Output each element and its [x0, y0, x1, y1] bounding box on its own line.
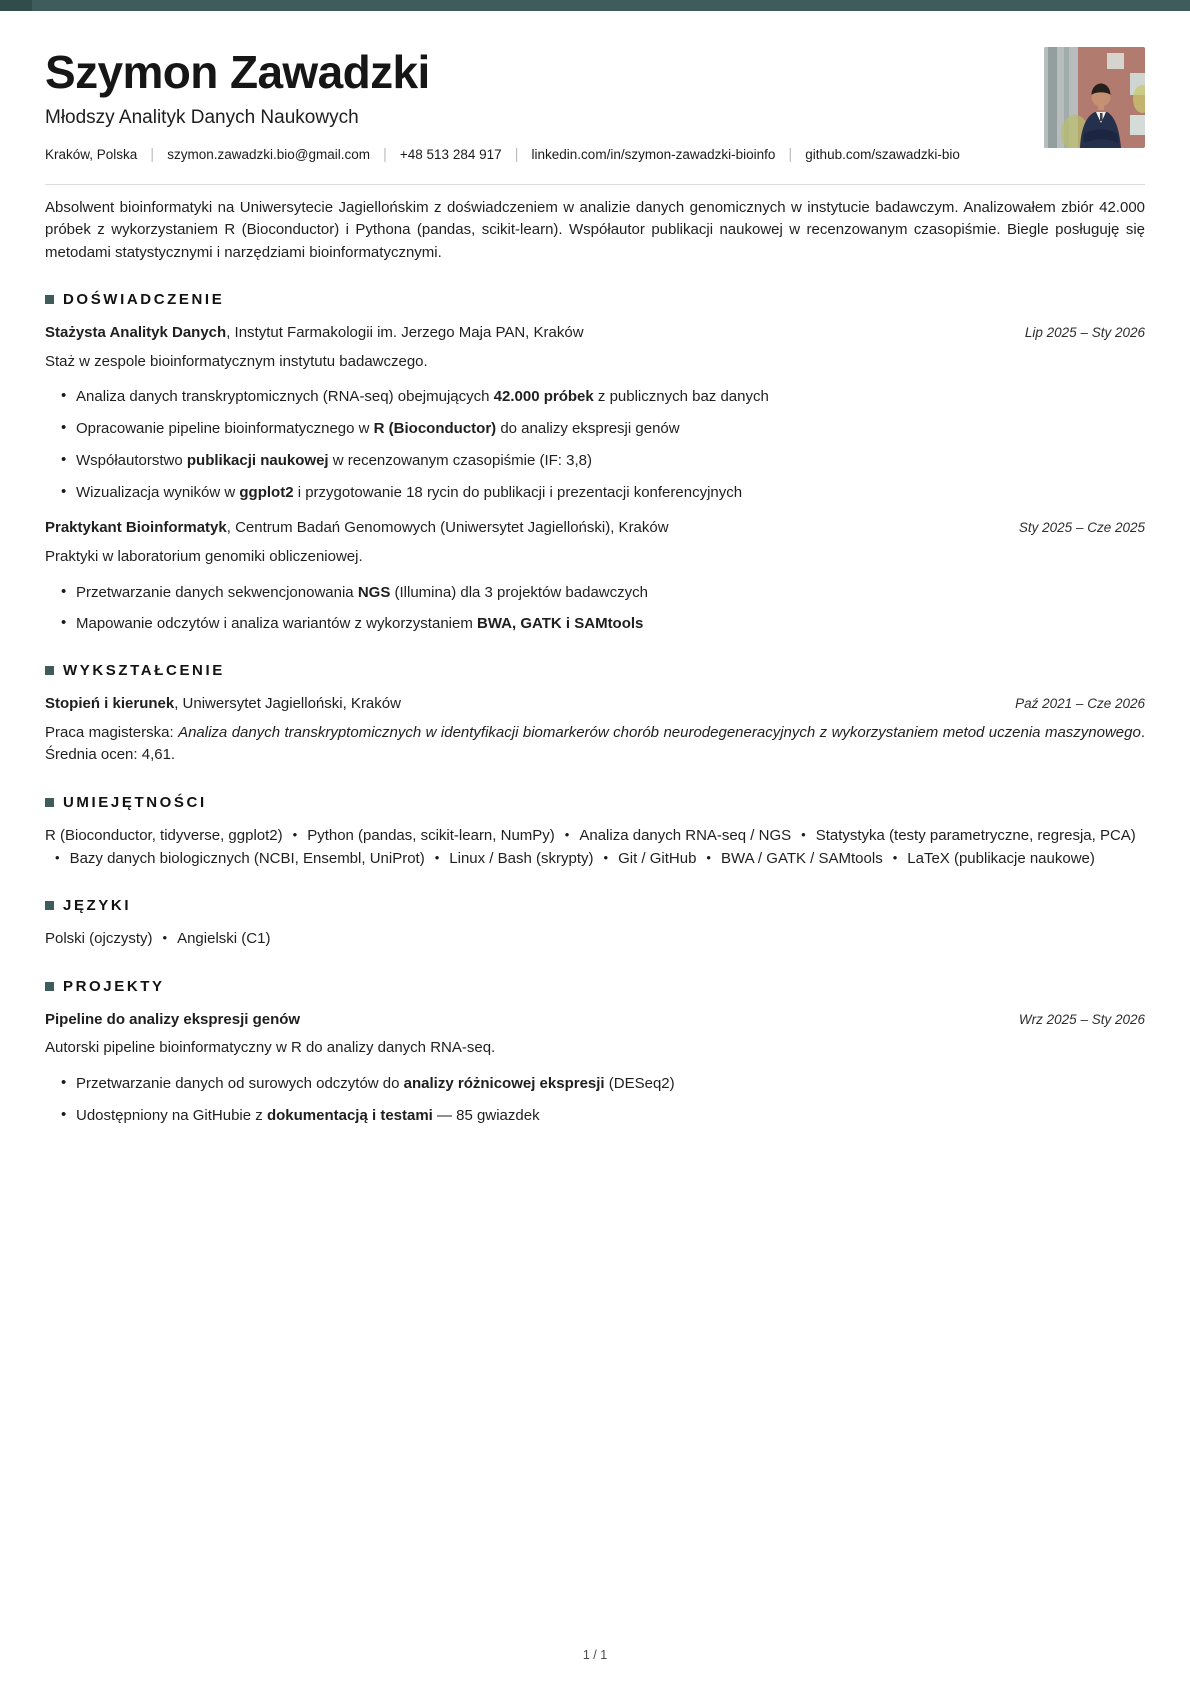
- entry-title: [45, 322, 584, 344]
- bullet-item: [76, 450, 1145, 472]
- list-separator-dot: •: [55, 850, 60, 866]
- text-run: Staż w zespole bioinformatycznym instytutu badawczego.: [45, 352, 428, 370]
- profile-photo: [1044, 47, 1145, 148]
- section-experience: [45, 291, 1145, 635]
- languages-item: Angielski (C1): [177, 930, 271, 948]
- section-header: [45, 978, 1145, 995]
- list-separator-dot: •: [564, 826, 570, 842]
- sections-container: [45, 291, 1145, 1126]
- section-skills: [45, 794, 1145, 871]
- text-run: Współautorstwo: [76, 451, 187, 469]
- page-number: 1 / 1: [582, 1648, 608, 1662]
- bullet-item: [76, 582, 1145, 604]
- text-run: Wizualizacja wyników w: [76, 483, 240, 501]
- languages-list: [45, 927, 1145, 950]
- text-run: (Illumina) dla 3 projektów badawczych: [390, 583, 648, 601]
- entry-title: [45, 693, 401, 715]
- section-title: WYKSZTAŁCENIE: [63, 662, 225, 680]
- bullet-list: [45, 1073, 1145, 1127]
- entry-dates: Paź 2021 – Cze 2026: [1015, 696, 1145, 712]
- entry-dates: Wrz 2025 – Sty 2026: [1018, 1011, 1145, 1027]
- bullet-list: [45, 582, 1145, 636]
- section-header: [45, 794, 1145, 811]
- entry-subtitle: [45, 546, 1145, 569]
- text-run: Przetwarzanie danych sekwencjonowania: [76, 583, 358, 601]
- entry-dates: Sty 2025 – Cze 2025: [1018, 520, 1145, 536]
- section-title: PROJEKTY: [63, 977, 165, 995]
- list-separator-dot: •: [292, 826, 298, 842]
- text-run-bold: NGS: [357, 583, 391, 601]
- text-run-italic: Analiza danych transkryptomicznych w identyfikacji biomarkerów chorób neurodegeneracyjnych z wykorzystaniem metod uczenia maszynowego: [178, 723, 1141, 741]
- entry-heading-row: [45, 693, 1145, 715]
- entry-subtitle: [45, 1037, 1145, 1060]
- section-header: [45, 291, 1145, 308]
- section-marker-icon: [45, 666, 54, 675]
- skills-item: Linux / Bash (skrypty): [449, 850, 594, 868]
- skills-item: Statystyka (testy parametryczne, regresja, PCA): [815, 826, 1136, 844]
- contact-location: Kraków, Polska: [45, 146, 138, 162]
- list-separator-dot: •: [892, 850, 898, 866]
- list-separator-dot: •: [706, 850, 711, 866]
- text-run-bold: Stopień i kierunek: [45, 695, 175, 713]
- contact-separator: |: [150, 145, 155, 163]
- header-divider: [45, 184, 1145, 185]
- section-title: JĘZYKI: [63, 897, 132, 915]
- section-marker-icon: [45, 982, 54, 991]
- skills-item: Bazy danych biologicznych (NCBI, Ensembl, UniProt): [69, 850, 425, 868]
- text-run: Praca magisterska:: [45, 723, 179, 741]
- entry-subtitle: [45, 722, 1145, 767]
- entry-title: [45, 1009, 300, 1031]
- section-education: [45, 662, 1145, 767]
- contact-phone: +48 513 284 917: [399, 146, 502, 162]
- profile-photo-illustration: [1044, 47, 1145, 148]
- header-text-block: [45, 11, 960, 163]
- entry-title: [45, 517, 669, 539]
- entry-heading-row: [45, 322, 1145, 344]
- resume-content: [0, 11, 1190, 1126]
- contact-github[interactable]: github.com/szawadzki-bio: [805, 146, 960, 162]
- section-projects: [45, 978, 1145, 1127]
- text-run-bold: publikacji naukowej: [186, 451, 329, 469]
- contact-email[interactable]: szymon.zawadzki.bio@gmail.com: [167, 146, 370, 162]
- contact-separator: |: [382, 145, 387, 163]
- text-run: w recenzowanym czasopiśmie (IF: 3,8): [328, 451, 592, 469]
- text-run: , Uniwersytet Jagielloński, Kraków: [174, 695, 401, 713]
- contact-row: [45, 146, 960, 163]
- top-accent-bar: [0, 0, 1190, 11]
- text-run: (DESeq2): [604, 1074, 675, 1092]
- section-title: DOŚWIADCZENIE: [63, 291, 225, 309]
- contact-linkedin[interactable]: linkedin.com/in/szymon-zawadzki-bioinfo: [531, 146, 776, 162]
- contact-separator: |: [514, 145, 519, 163]
- text-run: — 85 gwiazdek: [432, 1106, 540, 1124]
- bullet-item: [76, 418, 1145, 440]
- list-separator-dot: •: [434, 850, 440, 866]
- skills-item: R (Bioconductor, tidyverse, ggplot2): [45, 826, 283, 844]
- text-run-bold: analizy różnicowej ekspresji: [403, 1074, 605, 1092]
- text-run-bold: Pipeline do analizy ekspresji genów: [45, 1010, 301, 1028]
- section-header: [45, 897, 1145, 914]
- text-run-bold: Praktykant Bioinformatyk: [45, 519, 227, 537]
- text-run: Autorski pipeline bioinformatyczny w R do analizy danych RNA-seq.: [45, 1039, 496, 1057]
- entry-heading-row: [45, 1009, 1145, 1031]
- text-run-bold: Stażysta Analityk Danych: [45, 324, 227, 342]
- text-run: Mapowanie odczytów i analiza wariantów z wykorzystaniem: [76, 615, 478, 633]
- section-languages: [45, 897, 1145, 950]
- text-run: z publicznych baz danych: [593, 388, 769, 406]
- text-run: , Instytut Farmakologii im. Jerzego Maja PAN, Kraków: [226, 324, 584, 342]
- text-run-bold: R (Bioconductor): [373, 420, 497, 438]
- text-run-bold: 42.000 próbek: [493, 388, 594, 406]
- summary-text: Absolwent bioinformatyki na Uniwersytecie Jagiellońskim z doświadczeniem w analizie danych genomicznych w instytucie badawczym. Analizowałem zbiór 42.000 próbek z wykorzystaniem R (Bioconductor) i Pythona (pandas, scikit-learn). Współautor publikacji naukowej w recenzowanym czasopiśmie. Biegle posługuję się metodami statystycznymi i narzędziami bioinformatycznymi.: [45, 198, 1145, 261]
- text-run-bold: ggplot2: [239, 483, 294, 501]
- entry: [45, 693, 1145, 767]
- skills-item: BWA / GATK / SAMtools: [720, 850, 883, 868]
- skills-item: Analiza danych RNA-seq / NGS: [579, 826, 792, 844]
- text-run: , Centrum Badań Genomowych (Uniwersytet Jagielloński), Kraków: [226, 519, 669, 537]
- bullet-list: [45, 386, 1145, 503]
- list-separator-dot: •: [603, 850, 609, 866]
- text-run: Praktyki w laboratorium genomiki obliczeniowej.: [45, 548, 363, 566]
- bullet-item: [76, 1073, 1145, 1095]
- text-run-bold: dokumentacją i testami: [266, 1106, 433, 1124]
- bullet-item: [76, 1105, 1145, 1127]
- bullet-item: [76, 482, 1145, 504]
- section-header: [45, 662, 1145, 679]
- bullet-item: [76, 613, 1145, 635]
- text-run-bold: BWA, GATK i SAMtools: [477, 615, 644, 633]
- entry: [45, 322, 1145, 503]
- skills-item: Git / GitHub: [618, 850, 697, 868]
- list-separator-dot: •: [801, 826, 806, 842]
- text-run: . Średnia ocen: 4,61.: [45, 723, 1145, 764]
- entry-subtitle: [45, 351, 1145, 374]
- text-run: Udostępniony na GitHubie z: [76, 1106, 267, 1124]
- job-title: Młodszy Analityk Danych Naukowych: [45, 106, 359, 128]
- list-separator-dot: •: [162, 930, 168, 946]
- text-run: do analizy ekspresji genów: [496, 420, 680, 438]
- contact-separator: |: [788, 145, 793, 163]
- skills-list: [45, 824, 1145, 871]
- section-marker-icon: [45, 295, 54, 304]
- section-title: UMIEJĘTNOŚCI: [63, 793, 207, 811]
- text-run: Przetwarzanie danych od surowych odczytów do: [76, 1074, 404, 1092]
- entry: [45, 517, 1145, 635]
- section-marker-icon: [45, 798, 54, 807]
- resume-header: [45, 11, 1145, 163]
- entry-heading-row: [45, 517, 1145, 539]
- section-marker-icon: [45, 901, 54, 910]
- person-name: Szymon Zawadzki: [45, 46, 430, 98]
- entry-dates: Lip 2025 – Sty 2026: [1024, 325, 1145, 341]
- text-run: i przygotowanie 18 rycin do publikacji i prezentacji konferencyjnych: [293, 483, 743, 501]
- languages-item: Polski (ojczysty): [45, 930, 153, 948]
- text-run: Analiza danych transkryptomicznych (RNA-seq) obejmujących: [76, 388, 494, 406]
- text-run: Opracowanie pipeline bioinformatycznego w: [76, 420, 374, 438]
- skills-item: LaTeX (publikacje naukowe): [907, 850, 1095, 868]
- bullet-item: [76, 386, 1145, 408]
- entry: [45, 1009, 1145, 1127]
- skills-item: Python (pandas, scikit-learn, NumPy): [307, 826, 555, 844]
